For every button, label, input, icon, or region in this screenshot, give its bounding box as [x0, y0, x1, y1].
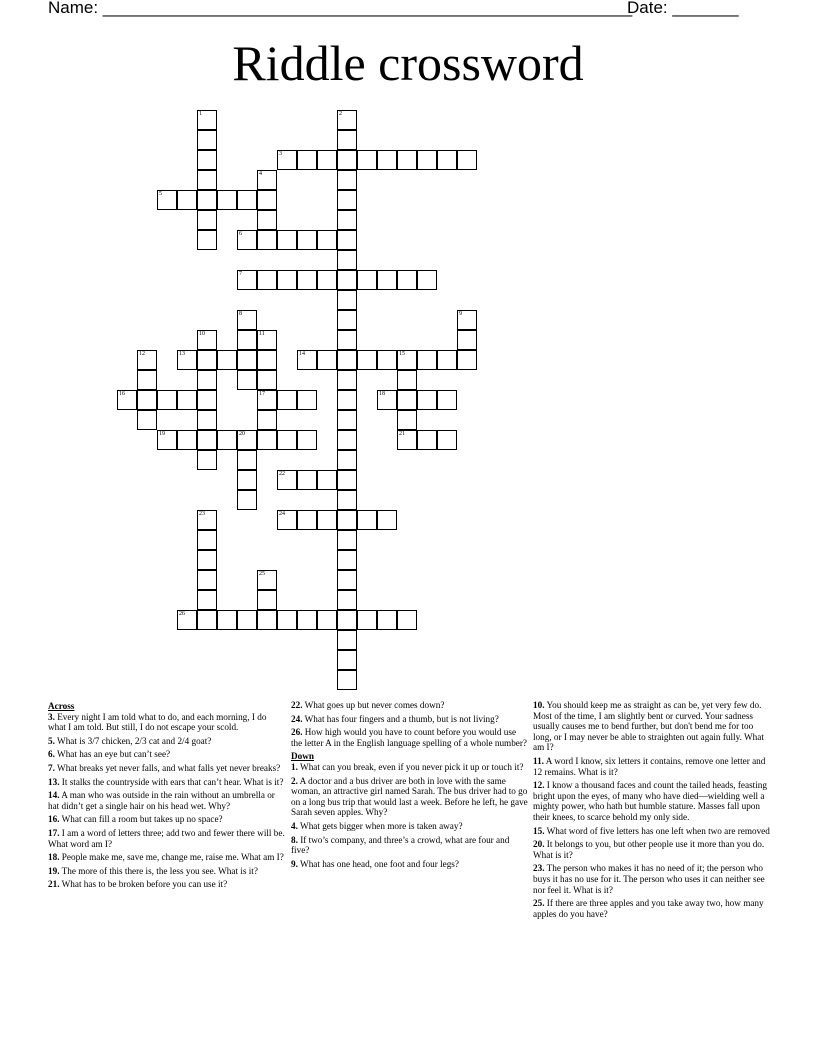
name-field[interactable]: Name: ________________________________________________________: [48, 0, 633, 17]
clue-item: [291, 835, 529, 856]
clue-number: 22: [279, 471, 285, 477]
grid-cell[interactable]: [237, 370, 257, 390]
down-heading: Down: [291, 751, 314, 762]
grid-cell[interactable]: [397, 150, 417, 170]
grid-cell[interactable]: [237, 350, 257, 370]
grid-cell[interactable]: [397, 430, 417, 450]
clue-text: I know a thousand faces and count the tailed heads, feasting bright upon the eyes, of many who have died—wielding well a mighty power, who hath but humble stature. Masses fall upon their knees, to scarce behold my only side.: [533, 780, 767, 822]
clue-number: 13: [179, 351, 185, 357]
grid-cell[interactable]: [197, 610, 217, 630]
clue-text: What has an eye but can’t see?: [54, 749, 171, 760]
grid-cell[interactable]: [297, 510, 317, 530]
clue-number: 9.: [291, 858, 298, 869]
clue-number: 21: [399, 431, 405, 437]
grid-cell[interactable]: [217, 430, 237, 450]
clue-text: What can you break, even if you never pick it up or touch it?: [297, 761, 524, 772]
grid-cell[interactable]: [197, 410, 217, 430]
clue-number: 1.: [291, 761, 298, 772]
clue-text: A doctor and a bus driver are both in love with the same woman, an attractive girl named Sarah. The bus driver had to go on a long bus trip that would last a week. Before he left, he gave Sarah seven apples. Why?: [291, 775, 528, 818]
clue-number: 10: [199, 331, 205, 337]
grid-cell[interactable]: [197, 390, 217, 410]
clue-item: [533, 700, 771, 753]
clue-number: 13.: [48, 776, 60, 787]
clue-text: If there are three apples and you take away two, how many apples do you have?: [533, 898, 764, 919]
grid-cell[interactable]: [337, 490, 357, 510]
clue-number: 14: [299, 351, 305, 357]
clue-number: 15.: [533, 825, 545, 836]
grid-cell[interactable]: [197, 330, 217, 350]
grid-cell[interactable]: [297, 350, 317, 370]
clue-item: [533, 863, 771, 895]
clue-number: 7.: [48, 762, 55, 773]
clue-number: 18: [379, 391, 385, 397]
clue-item: [291, 776, 529, 818]
grid-cell[interactable]: [397, 370, 417, 390]
grid-cell[interactable]: [337, 430, 357, 450]
clue-number: 18.: [48, 852, 60, 863]
clue-text: What has one head, one foot and four legs?: [297, 858, 459, 869]
grid-cell[interactable]: [377, 510, 397, 530]
grid-cell[interactable]: [357, 350, 377, 370]
clue-number: 8: [239, 311, 242, 317]
clue-number: 26: [179, 611, 185, 617]
grid-cell[interactable]: [377, 610, 397, 630]
clue-number: 1: [199, 111, 202, 117]
grid-cell[interactable]: [377, 390, 397, 410]
clue-text: Every night I am told what to do, and each morning, I do what I am told. But still, I do not escape your scold.: [48, 711, 267, 733]
grid-cell[interactable]: [297, 230, 317, 250]
grid-cell[interactable]: [397, 610, 417, 630]
clue-number: 14.: [48, 790, 60, 801]
grid-cell[interactable]: [237, 330, 257, 350]
grid-cell[interactable]: [257, 590, 277, 610]
clue-item: [291, 859, 529, 870]
clue-number: 19.: [48, 865, 60, 876]
clue-number: 11: [259, 331, 265, 337]
clue-number: 24: [279, 511, 285, 517]
grid-cell[interactable]: [257, 330, 277, 350]
clue-number: 12: [139, 351, 145, 357]
grid-cell[interactable]: [317, 270, 337, 290]
grid-cell[interactable]: [437, 350, 457, 370]
grid-cell[interactable]: [157, 390, 177, 410]
grid-cell[interactable]: [257, 170, 277, 190]
grid-cell[interactable]: [317, 510, 337, 530]
grid-cell[interactable]: [357, 150, 377, 170]
grid-cell[interactable]: [457, 330, 477, 350]
clue-item: [533, 780, 771, 822]
grid-cell[interactable]: [137, 350, 157, 370]
grid-cell[interactable]: [337, 130, 357, 150]
grid-cell[interactable]: [257, 230, 277, 250]
clue-number: 3: [279, 151, 282, 157]
clue-text: What goes up but never comes down?: [302, 700, 445, 710]
grid-cell[interactable]: [237, 610, 257, 630]
grid-cell[interactable]: [257, 610, 277, 630]
grid-cell[interactable]: [197, 570, 217, 590]
clue-item: [48, 828, 286, 849]
grid-cell[interactable]: [257, 570, 277, 590]
grid-cell[interactable]: [337, 550, 357, 570]
across-heading: Across: [48, 701, 75, 711]
clue-number: 2: [339, 111, 342, 117]
clue-number: 20.: [533, 839, 545, 850]
clue-number: 17.: [48, 827, 60, 838]
clue-text: What has to be broken before you can use it?: [59, 879, 228, 890]
grid-cell[interactable]: [257, 390, 277, 410]
grid-cell[interactable]: [337, 530, 357, 550]
clue-number: 25.: [533, 898, 545, 909]
clue-number: 23.: [533, 863, 545, 874]
grid-cell[interactable]: [357, 610, 377, 630]
grid-cell[interactable]: [457, 150, 477, 170]
grid-cell[interactable]: [337, 270, 357, 290]
clue-text: What has four fingers and a thumb, but is not living?: [302, 713, 499, 724]
grid-cell[interactable]: [337, 210, 357, 230]
grid-cell[interactable]: [277, 230, 297, 250]
clue-number: 23: [199, 511, 205, 517]
clue-number: 21.: [48, 879, 60, 890]
grid-cell[interactable]: [337, 570, 357, 590]
grid-cell[interactable]: [197, 210, 217, 230]
grid-cell[interactable]: [297, 390, 317, 410]
grid-cell[interactable]: [337, 310, 357, 330]
clue-item: [291, 700, 529, 711]
grid-cell[interactable]: [437, 390, 457, 410]
grid-cell[interactable]: [297, 610, 317, 630]
grid-cell[interactable]: [337, 450, 357, 470]
clue-text: It stalks the countryside with ears that can’t hear. What is it?: [59, 776, 284, 787]
grid-cell[interactable]: [137, 410, 157, 430]
clue-number: 17: [259, 391, 265, 397]
grid-cell[interactable]: [237, 470, 257, 490]
grid-cell[interactable]: [337, 470, 357, 490]
grid-cell[interactable]: [237, 450, 257, 470]
clues-column-1: [48, 700, 286, 893]
grid-cell[interactable]: [317, 150, 337, 170]
grid-cell[interactable]: [437, 150, 457, 170]
grid-cell[interactable]: [117, 390, 137, 410]
grid-cell[interactable]: [177, 350, 197, 370]
grid-cell[interactable]: [237, 190, 257, 210]
clue-number: 8.: [291, 834, 298, 845]
clue-number: 22.: [291, 700, 303, 710]
grid-cell[interactable]: [177, 190, 197, 210]
clue-item: [48, 814, 286, 825]
clue-number: 9: [459, 311, 462, 317]
clue-item: [533, 839, 771, 860]
clue-text: People make me, save me, change me, raise me. What am I?: [59, 852, 284, 863]
clue-number: 3.: [48, 711, 55, 722]
grid-cell[interactable]: [457, 310, 477, 330]
page-title: Riddle crossword: [232, 35, 584, 91]
grid-cell[interactable]: [337, 590, 357, 610]
grid-cell[interactable]: [217, 190, 237, 210]
grid-cell[interactable]: [197, 110, 217, 130]
grid-cell[interactable]: [397, 270, 417, 290]
clue-text: The more of this there is, the less you see. What is it?: [59, 865, 258, 876]
clue-text: A word I know, six letters it contains, remove one letter and 12 remains. What is it?: [533, 755, 766, 777]
grid-cell[interactable]: [337, 630, 357, 650]
grid-cell[interactable]: [197, 170, 217, 190]
grid-cell[interactable]: [197, 530, 217, 550]
clue-number: 11.: [533, 755, 544, 766]
clue-item: [48, 763, 286, 774]
grid-cell[interactable]: [337, 390, 357, 410]
grid-cell[interactable]: [437, 430, 457, 450]
clue-item: [48, 852, 286, 863]
clue-number: 2.: [291, 775, 298, 786]
grid-cell[interactable]: [337, 370, 357, 390]
grid-cell[interactable]: [417, 270, 437, 290]
grid-cell[interactable]: [337, 510, 357, 530]
across-clue-list-continued: [291, 700, 529, 748]
clue-text: I am a word of letters three; add two and fewer there will be. What word am I?: [48, 827, 285, 849]
clue-number: 15: [399, 351, 405, 357]
grid-cell[interactable]: [317, 470, 337, 490]
grid-cell[interactable]: [277, 270, 297, 290]
clue-text: What can fill a room but takes up no space?: [59, 814, 223, 825]
grid-cell[interactable]: [277, 470, 297, 490]
clue-number: 10.: [533, 700, 545, 710]
grid-cell[interactable]: [197, 550, 217, 570]
grid-cell[interactable]: [257, 430, 277, 450]
grid-cell[interactable]: [377, 150, 397, 170]
grid-cell[interactable]: [397, 390, 417, 410]
grid-cell[interactable]: [337, 150, 357, 170]
grid-cell[interactable]: [257, 270, 277, 290]
down-clue-list-continued: [533, 700, 771, 919]
grid-cell[interactable]: [337, 330, 357, 350]
clue-number: 20: [239, 431, 245, 437]
grid-cell[interactable]: [197, 450, 217, 470]
clue-item: [291, 762, 529, 773]
grid-cell[interactable]: [357, 510, 377, 530]
grid-cell[interactable]: [417, 390, 437, 410]
grid-cell[interactable]: [277, 510, 297, 530]
clue-text: It belongs to you, but other people use it more than you do. What is it?: [533, 839, 765, 860]
grid-cell[interactable]: [197, 370, 217, 390]
grid-cell[interactable]: [197, 430, 217, 450]
grid-cell[interactable]: [337, 670, 357, 690]
clue-number: 5: [159, 191, 162, 197]
clue-text: The person who makes it has no need of it; the person who buys it has no use for it. The person who uses it can neither see nor feel it. What is it?: [533, 863, 765, 895]
clues-column-2: [291, 700, 529, 872]
grid-cell[interactable]: [277, 610, 297, 630]
clue-item: [48, 749, 286, 760]
grid-cell[interactable]: [417, 430, 437, 450]
grid-cell[interactable]: [337, 650, 357, 670]
clue-number: 6.: [48, 749, 55, 760]
grid-cell[interactable]: [217, 610, 237, 630]
grid-cell[interactable]: [197, 190, 217, 210]
grid-cell[interactable]: [257, 210, 277, 230]
clue-number: 16.: [48, 814, 60, 825]
clue-item: [48, 736, 286, 747]
grid-cell[interactable]: [257, 410, 277, 430]
clue-item: [48, 866, 286, 877]
grid-cell[interactable]: [197, 590, 217, 610]
grid-cell[interactable]: [397, 350, 417, 370]
clue-item: [291, 714, 529, 725]
grid-cell[interactable]: [297, 470, 317, 490]
grid-cell[interactable]: [237, 270, 257, 290]
grid-cell[interactable]: [157, 430, 177, 450]
clue-number: 5.: [48, 735, 55, 746]
clue-text: What gets bigger when more is taken away?: [297, 820, 463, 831]
grid-cell[interactable]: [197, 130, 217, 150]
clue-number: 16: [119, 391, 125, 397]
clue-number: 4: [259, 171, 262, 177]
clue-number: 7: [239, 271, 242, 277]
grid-cell[interactable]: [157, 190, 177, 210]
grid-cell[interactable]: [337, 170, 357, 190]
grid-cell[interactable]: [337, 610, 357, 630]
grid-cell[interactable]: [317, 350, 337, 370]
clue-number: 25: [259, 571, 265, 577]
clue-number: 19: [159, 431, 165, 437]
grid-cell[interactable]: [197, 510, 217, 530]
grid-cell[interactable]: [277, 150, 297, 170]
grid-cell[interactable]: [377, 270, 397, 290]
down-clue-list: [291, 762, 529, 869]
grid-cell[interactable]: [457, 350, 477, 370]
grid-cell[interactable]: [257, 350, 277, 370]
clue-item: [533, 898, 771, 919]
clue-number: 4.: [291, 820, 298, 831]
grid-cell[interactable]: [337, 230, 357, 250]
grid-cell[interactable]: [257, 190, 277, 210]
grid-cell[interactable]: [397, 410, 417, 430]
grid-cell[interactable]: [297, 430, 317, 450]
clue-text: A man who was outside in the rain without an umbrella or hat didn’t get a single hair on his head wet. Why?: [48, 790, 275, 811]
grid-cell[interactable]: [237, 430, 257, 450]
clue-item: [48, 790, 286, 811]
grid-cell[interactable]: [217, 350, 237, 370]
grid-cell[interactable]: [337, 250, 357, 270]
grid-cell[interactable]: [237, 490, 257, 510]
grid-cell[interactable]: [337, 410, 357, 430]
clue-text: What is 3/7 chicken, 2/3 cat and 2/4 goat?: [54, 735, 212, 746]
clue-number: 26.: [291, 727, 303, 738]
grid-cell[interactable]: [377, 350, 397, 370]
grid-cell[interactable]: [237, 230, 257, 250]
across-clue-list: [48, 712, 286, 890]
grid-cell[interactable]: [297, 270, 317, 290]
clue-text: What word of five letters has one left when two are removed: [544, 825, 770, 836]
clue-text: How high would you have to count before you would use the letter A in the English language spelling of a whole number?: [291, 727, 528, 748]
grid-cell[interactable]: [137, 390, 157, 410]
grid-cell[interactable]: [337, 350, 357, 370]
grid-cell[interactable]: [177, 390, 197, 410]
clue-number: 12.: [533, 780, 545, 791]
clue-item: [533, 756, 771, 777]
clue-text: What breaks yet never falls, and what falls yet never breaks?: [54, 762, 281, 773]
grid-cell[interactable]: [257, 370, 277, 390]
grid-cell[interactable]: [177, 610, 197, 630]
clues-column-3: [533, 700, 771, 922]
clue-item: [291, 727, 529, 748]
grid-cell[interactable]: [177, 430, 197, 450]
grid-cell[interactable]: [197, 350, 217, 370]
clue-item: [291, 821, 529, 832]
clue-item: [48, 879, 286, 890]
grid-cell[interactable]: [337, 290, 357, 310]
grid-cell[interactable]: [237, 310, 257, 330]
clue-text: If two’s company, and three’s a crowd, what are four and five?: [291, 834, 510, 856]
grid-cell[interactable]: [337, 110, 357, 130]
grid-cell[interactable]: [137, 370, 157, 390]
grid-cell[interactable]: [337, 190, 357, 210]
grid-cell[interactable]: [277, 430, 297, 450]
grid-cell[interactable]: [317, 610, 337, 630]
grid-cell[interactable]: [417, 350, 437, 370]
date-field[interactable]: Date: _______: [627, 0, 739, 17]
clue-number: 6: [239, 231, 242, 237]
clue-item: [533, 826, 771, 837]
clue-text: You should keep me as straight as can be, yet very few do. Most of the time, I am slightly bent or curved. Your sadness usually causes me to bend further, but don't bend me for too long, or I may never be able to straighten out again fully. What am I?: [533, 700, 764, 753]
grid-cell[interactable]: [277, 390, 297, 410]
grid-cell[interactable]: [417, 150, 437, 170]
grid-cell[interactable]: [197, 150, 217, 170]
grid-cell[interactable]: [197, 230, 217, 250]
grid-cell[interactable]: [317, 230, 337, 250]
clue-item: [48, 712, 286, 733]
clue-item: [48, 777, 286, 788]
grid-cell[interactable]: [357, 270, 377, 290]
clue-number: 24.: [291, 713, 303, 724]
grid-cell[interactable]: [297, 150, 317, 170]
